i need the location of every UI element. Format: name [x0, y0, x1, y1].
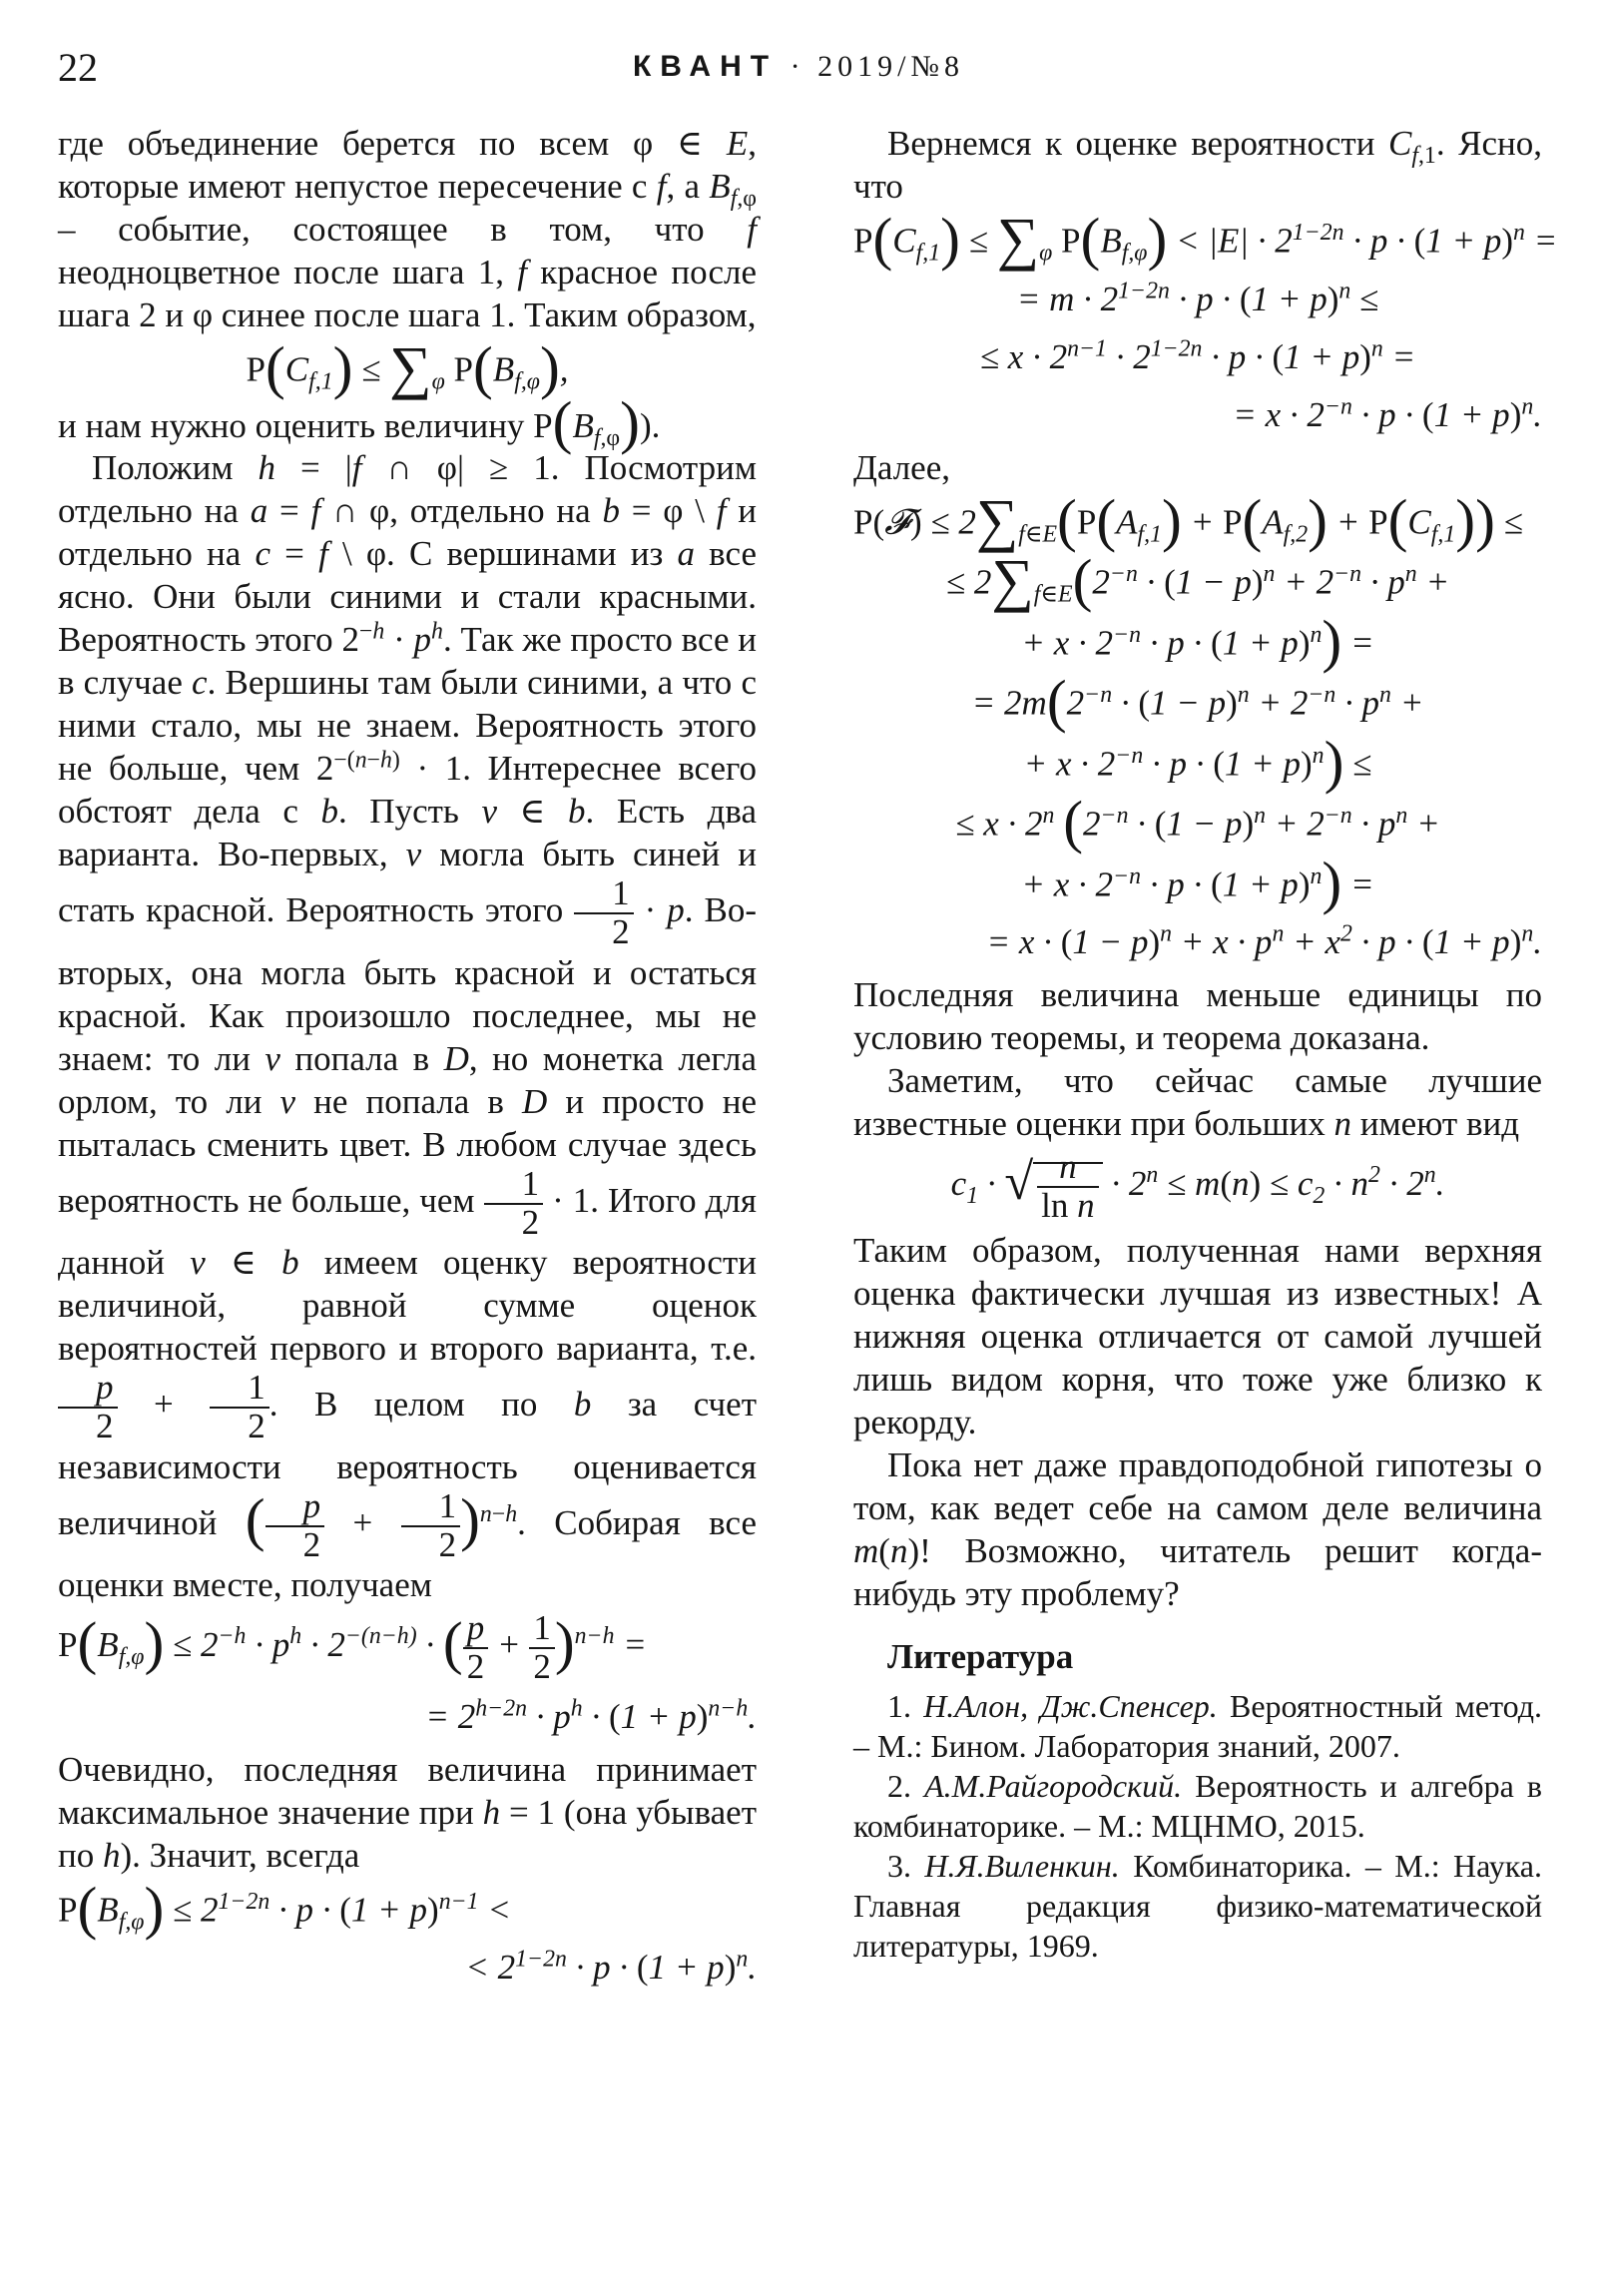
reference-1-authors: Н.Алон, Дж.Спенсер. [923, 1687, 1218, 1724]
running-head [58, 50, 1539, 84]
reference-2-authors: А.М.Райгородский. [924, 1767, 1183, 1804]
right-formula-1b: = $m \cdot 2^{1-2n} \cdot p \cdot (1 + p)^n$ ≤ [1016, 277, 1379, 318]
right-paragraph-2: Далее, [853, 447, 951, 487]
left-paragraph-4: Очевидно, последняя величина принимает максимальное значение при h = 1 (она убывает по h). Значит, всегда [58, 1749, 757, 1875]
right-formula-1a: $P(C_{f,1}) \le \sum_\varphi$ $P(B_{f,\varphi}) < |E| \cdot 2^{1-2n} \cdot p \cdot (1 + p)^n$ = [853, 206, 1558, 272]
left-formula-2a: $P(B_{f,\varphi}) \le 2^{-h} \cdot p^h \cdot 2^{-(n-h)}$ · ( $\frac{p}{2}$ + $\frac{1}{2}$ )$^{n-h}$ = [58, 1608, 647, 1687]
right-paragraph-6: Пока нет даже правдоподобной гипотезы о том, как ведет себе на самом деле величина m(n)! Возможно, читатель решит когда-нибудь эту проблему? [853, 1444, 1542, 1613]
issue-number: 2019/№8 [817, 50, 965, 83]
reference-3: 3. Н.Я.Виленкин. Комбинаторика. – М.: Наука. Главная редакция физико-математической литературы, 1969. [853, 1847, 1543, 1964]
journal-name: КВАНТ [632, 50, 779, 83]
reference-2: 2. А.М.Райгородский. Вероятность и алгебра в комбинаторике. – М.: МЦНМО, 2015. [853, 1767, 1542, 1844]
page-header [58, 44, 1539, 94]
references-title: Литература [887, 1636, 1074, 1676]
right-formula-2g: + $x \cdot 2^{-n} \cdot p \cdot (1 + p)^n$) = [1021, 849, 1374, 915]
left-formula-2b: = $2^{h-2n} \cdot p^h \cdot (1 + p)^{n-h}$. [425, 1695, 757, 1736]
header-separator: · [790, 50, 805, 83]
reference-3-authors: Н.Я.Виленкин. [924, 1847, 1120, 1884]
right-formula-2c: + $x \cdot 2^{-n} \cdot p \cdot (1 + p)^n$) = [1021, 607, 1374, 674]
left-formula-1: $P(C_{f,1}) \le \sum_\varphi$ $P(B_{f,\varphi})$, [246, 334, 569, 400]
right-formula-2a: P(𝓕) ≤ $2\sum_{f\in E}(P(A_{f,1}) + P(A_{f,2}) + P(C_{f,1}))$ ≤ [853, 486, 1523, 553]
right-formula-1d: = $x \cdot 2^{-n} \cdot p \cdot (1 + p)^n$. [1233, 392, 1542, 434]
left-column [58, 122, 757, 1999]
right-formula-1c: ≤ $x \cdot 2^{n-1} \cdot 2^{1-2n} \cdot p \cdot (1 + p)^n$ = [979, 334, 1416, 376]
left-paragraph-2: и нам нужно оценить величину $P(B_{f,\varphi})$). [58, 388, 661, 455]
right-paragraph-5: Таким образом, полученная нами верхняя оценка фактически лучшая из известных! А нижняя оценка отличается от самой лучшей лишь видом корня, что тоже уже близко к рекорду. [853, 1230, 1542, 1441]
reference-1: 1. Н.Алон, Дж.Спенсер. Вероятностный метод. – М.: Бином. Лаборатория знаний, 2007. [853, 1687, 1543, 1764]
right-paragraph-1: Вернемся к оценке вероятности $C_{f,1}$. Ясно, что [853, 124, 1542, 206]
left-formula-3b: < $2^{1-2n} \cdot p \cdot (1 + p)^n$. [465, 1946, 757, 1988]
page-number: 22 [58, 45, 98, 90]
right-formula-2d: = $2m(2^{-n} \cdot (1 - p)^n + 2^{-n} \cdot p^n$ + [971, 668, 1424, 735]
left-formula-3a: $P(B_{f,\varphi}) \le 2^{1-2n} \cdot p \cdot (1 + p)^{n-1}$ < [58, 1874, 511, 1941]
right-column [853, 122, 1558, 1966]
right-formula-2e: + $x \cdot 2^{-n} \cdot p \cdot (1 + p)^n$) ≤ [1023, 728, 1372, 795]
right-paragraph-4: Заметим, что сейчас самые лучшие известные оценки при больших n имеют вид [853, 1061, 1542, 1144]
right-formula-2b: ≤ $2\sum_{f\in E}(2^{-n} \cdot (1 - p)^n + 2^{-n} \cdot p^n$ + [945, 547, 1450, 614]
right-formula-2h: = $x \cdot (1 - p)^n + x \cdot p^n + x^2 \cdot p \cdot (1 + p)^n$. [986, 920, 1542, 962]
right-formula-3: $c_1$ · √ $\frac{n}{\text{ln n}}$ · $2^n \le m(n) \le c_2 \cdot n^2 \cdot 2^n$. [950, 1147, 1445, 1225]
left-paragraph-3: Положим h = |f ∩ φ| ≥ 1. Посмотрим отдельно на a = f ∩ φ, отдельно на b = φ \ f и отдельно на c = f \ φ. С вершинами из a все ясно. Они были синими и стали красными. Вероятность этого $2^{-h} \cdot p^h$. Так же просто все и в случае c. Вершины там были синими, а что с ними стало, мы не знаем. Вероятность этого не больше, чем $2^{-(n-h)} \cdot 1$. Интереснее всего обстоят дела с b. Пусть v ∈ b. Есть два варианта. Во-первых, v могла быть синей и стать красной. Вероятность этого $\frac{1}{2}$ · p. Во-вторых, она могла быть красной и остаться красной. Как произошло последнее, мы не знаем: то ли v попала в D, но монетка легла орлом, то ли v не попала в D и просто не пыталась сменить цвет. В любом случае здесь вероятность не больше, чем $\frac{1}{2}$ · 1. Итого для данной v ∈ b имеем оценку вероятности величиной, равной сумме оценок вероятностей первого и второго варианта, т.е. $\frac{p}{2}$ + $\frac{1}{2}$ . В целом по b за счет независимости вероятность оценивается величиной ( $\frac{p}{2}$ + $\frac{1}{2}$ )$^{n-h}$. Собирая все оценки вместе, получаем [58, 448, 758, 1605]
right-paragraph-3: Последняя величина меньше единицы по условию теоремы, и теорема доказана. [853, 975, 1542, 1058]
right-formula-2f: ≤ $x \cdot 2^n$ ($2^{-n} \cdot (1 - p)^n + 2^{-n} \cdot p^n$ + [955, 789, 1440, 856]
left-paragraph-1: где объединение берется по всем φ ∈ E, которые имеют непустое пересечение с f, а $B_{f,\varphi}$ – событие, состоящее в том, что f неодноцветное после шага 1, f красное после шага 2 и φ синее после шага 1. Таким образом, [58, 124, 757, 334]
